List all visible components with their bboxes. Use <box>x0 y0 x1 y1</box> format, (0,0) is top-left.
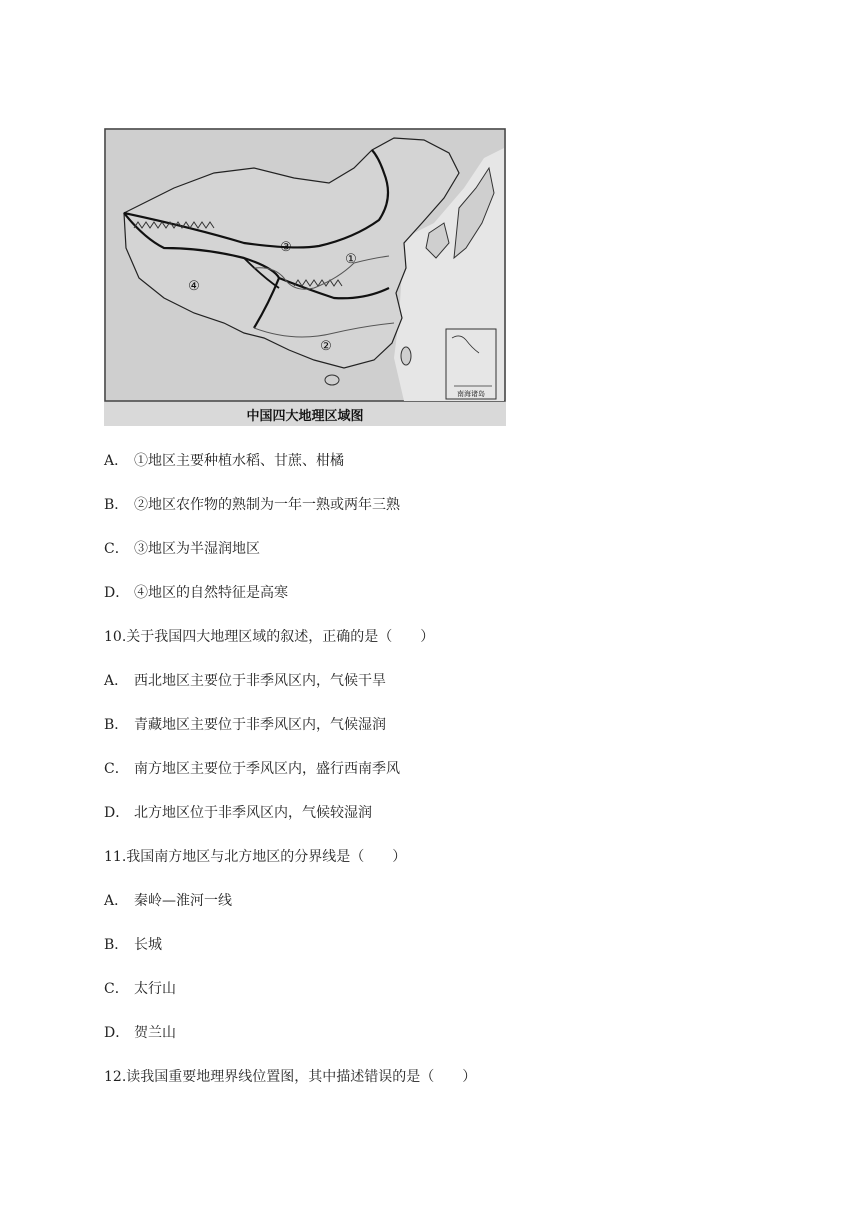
q11-option-a: A． 秦岭—淮河一线 <box>104 893 232 909</box>
q10-option-a: A． 西北地区主要位于非季风区内，气候干旱 <box>104 673 386 689</box>
q11-option-d: D． 贺兰山 <box>104 1025 176 1041</box>
map-caption: 中国四大地理区域图 <box>246 409 364 424</box>
region-marker-1: ① <box>345 252 357 267</box>
region-marker-4: ④ <box>188 279 200 294</box>
q9-option-a: A． ①地区主要种植水稻、甘蔗、柑橘 <box>104 453 344 469</box>
region-marker-2: ② <box>320 339 332 354</box>
q11-option-c: C． 太行山 <box>104 981 176 997</box>
q9-option-c: C． ③地区为半湿润地区 <box>104 541 260 557</box>
q12-stem: 12.读我国重要地理界线位置图，其中描述错误的是（ ） <box>104 1069 477 1085</box>
map-graphic <box>104 128 506 426</box>
inset-label: 南海诸岛 <box>457 391 485 398</box>
region-marker-3: ③ <box>280 240 292 255</box>
china-regions-map <box>104 128 506 426</box>
q10-option-c: C． 南方地区主要位于季风区内，盛行西南季风 <box>104 761 400 777</box>
q9-option-d: D． ④地区的自然特征是高寒 <box>104 585 288 601</box>
q9-option-b: B． ②地区农作物的熟制为一年一熟或两年三熟 <box>104 497 400 513</box>
q11-option-b: B． 长城 <box>104 937 162 953</box>
q11-stem: 11.我国南方地区与北方地区的分界线是（ ） <box>104 849 407 865</box>
q10-option-d: D． 北方地区位于非季风区内，气候较湿润 <box>104 805 372 821</box>
q10-stem: 10.关于我国四大地理区域的叙述，正确的是（ ） <box>104 629 435 645</box>
q10-option-b: B． 青藏地区主要位于非季风区内，气候湿润 <box>104 717 386 733</box>
